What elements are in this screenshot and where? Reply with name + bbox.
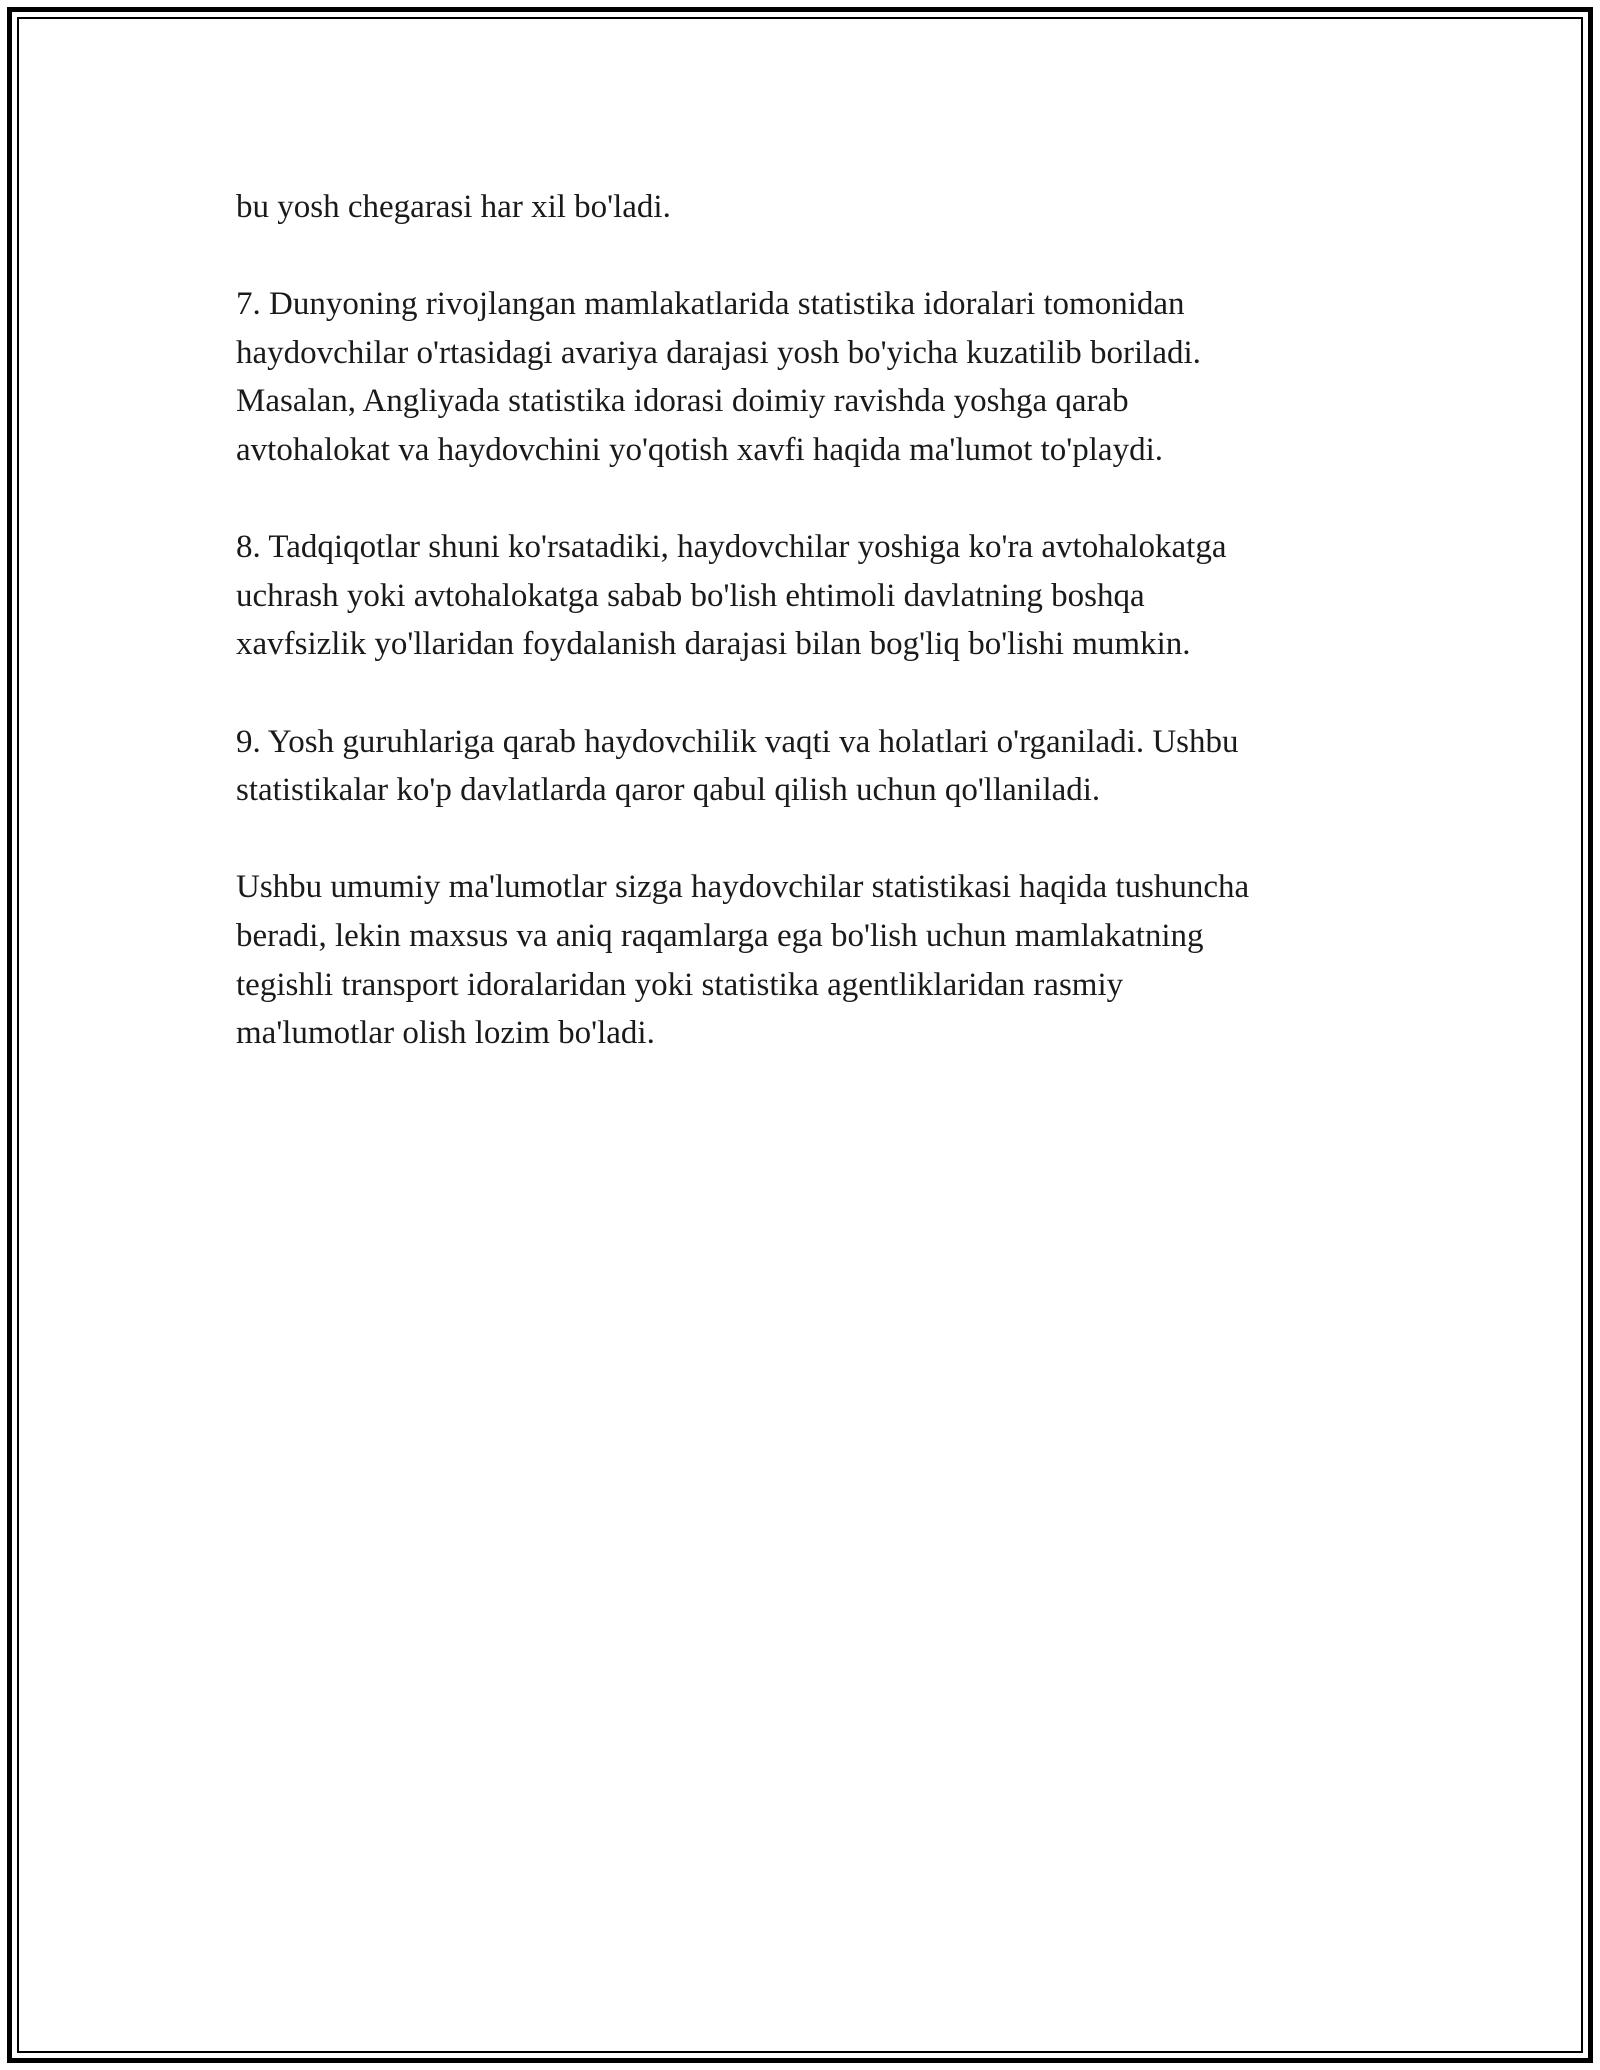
text-line: tegishli transport idoralaridan yoki statistika agentliklaridan rasmiy xyxy=(236,966,1124,1003)
document-body xyxy=(236,183,1416,1106)
paragraph-continuation xyxy=(236,183,1416,232)
text-line: haydovchilar o'rtasidagi avariya darajasi yosh bo'yicha kuzatilib boriladi. xyxy=(236,334,1201,371)
text-line: ma'lumotlar olish lozim bo'ladi. xyxy=(236,1015,655,1052)
text-line: beradi, lekin maxsus va aniq raqamlarga ega bo'lish uchun mamlakatning xyxy=(236,917,1204,954)
text-line: statistikalar ko'p davlatlarda qaror qabul qilish uchun qo'llaniladi. xyxy=(236,772,1101,809)
paragraph-item-8 xyxy=(236,523,1416,669)
paragraph-item-7 xyxy=(236,280,1416,474)
text-line: 9. Yosh guruhlariga qarab haydovchilik vaqti va holatlari o'rganiladi. Ushbu xyxy=(236,723,1239,760)
text-line: xavfsizlik yo'llaridan foydalanish darajasi bilan bog'liq bo'lishi mumkin. xyxy=(236,626,1191,663)
text-line: Ushbu umumiy ma'lumotlar sizga haydovchilar statistikasi haqida tushuncha xyxy=(236,869,1250,906)
text-line: 8. Tadqiqotlar shuni ko'rsatadiki, haydovchilar yoshiga ko'ra avtohalokatga xyxy=(236,529,1227,566)
text-line: Masalan, Angliyada statistika idorasi doimiy ravishda yoshga qarab xyxy=(236,383,1129,420)
paragraph-conclusion xyxy=(236,863,1416,1057)
text-line: bu yosh chegarasi har xil bo'ladi. xyxy=(236,189,671,225)
text-line: uchrash yoki avtohalokatga sabab bo'lish ehtimoli davlatning boshqa xyxy=(236,577,1145,614)
text-line: avtohalokat va haydovchini yo'qotish xavfi haqida ma'lumot to'playdi. xyxy=(236,431,1163,468)
text-line: 7. Dunyoning rivojlangan mamlakatlarida statistika idoralari tomonidan xyxy=(236,286,1185,323)
paragraph-item-9 xyxy=(236,718,1416,815)
